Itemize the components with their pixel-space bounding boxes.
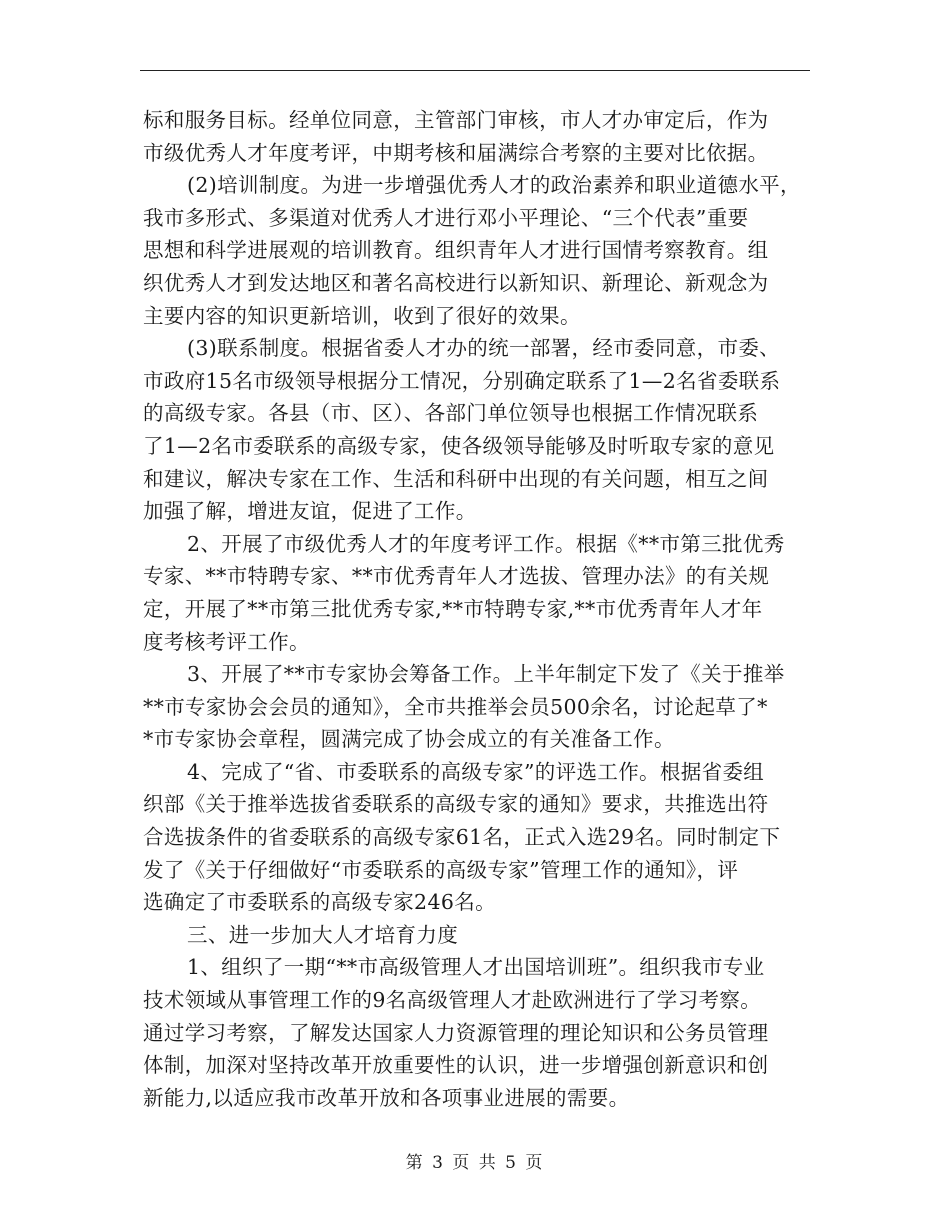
text-line: 发了《关于仔细做好“市委联系的高级专家”管理工作的通知》，评 [143, 857, 739, 882]
text-line: 市政府15名市级领导根据分工情况，分别确定联系了1—2名省委联系 [143, 368, 781, 393]
text-line: 加强了解，增进友谊，促进了工作。 [143, 499, 477, 524]
text-line: 技术领域从事管理工作的9名高级管理人才赴欧洲进行了学习考察。 [143, 988, 762, 1013]
text-line: 织部《关于推举选拔省委联系的高级专家的通知》要求，共推选出符 [143, 792, 769, 817]
text-line: 了1—2名市委联系的高级专家，使各级领导能够及时听取专家的意见 [143, 433, 775, 458]
header-rule [140, 70, 810, 71]
text-line: 2、开展了市级优秀人才的年度考评工作。根据《**市第三批优秀 [187, 531, 785, 556]
text-line: 思想和科学进展观的培训教育。组织青年人才进行国情考察教育。组 [143, 238, 769, 263]
text-line: (3)联系制度。根据省委人才办的统一部署，经市委同意，市委、 [187, 336, 781, 361]
text-line: 主要内容的知识更新培训，收到了很好的效果。 [143, 303, 581, 328]
text-line: 织优秀人才到发达地区和著名高校进行以新知识、新理论、新观念为 [143, 270, 769, 295]
text-line: 定，开展了**市第三批优秀专家,**市特聘专家,**市优秀青年人才年 [143, 596, 763, 621]
text-line: 专家、**市特聘专家、**市优秀青年人才选拔、管理办法》的有关规 [143, 564, 770, 589]
text-line: 三、进一步加大人才培育力度 [187, 922, 459, 947]
text-line: 度考核考评工作。 [143, 629, 310, 654]
text-line: (2)培训制度。为进一步增强优秀人才的政治素养和职业道德水平， [187, 173, 801, 198]
text-line: 的高级专家。各县（市、区）、各部门单位领导也根据工作情况联系 [143, 401, 759, 426]
text-line: 和建议，解决专家在工作、生活和科研中出现的有关问题，相互之间 [143, 466, 769, 491]
text-line: 标和服务目标。经单位同意，主管部门审核，市人才办审定后，作为 [143, 108, 769, 132]
text-line: 通过学习考察，了解发达国家人力资源管理的理论知识和公务员管理 [143, 1020, 769, 1045]
page-footer: 第 3 页 共 5 页 [405, 1153, 545, 1173]
text-line: **市专家协会会员的通知》，全市共推举会员500余名，讨论起草了* [143, 694, 768, 719]
text-line: 新能力,以适应我市改革开放和各项事业进展的需要。 [143, 1085, 630, 1110]
text-line: 我市多形式、多渠道对优秀人才进行邓小平理论、“三个代表”重要 [143, 205, 749, 230]
text-line: 4、完成了“省、市委联系的高级专家”的评选工作。根据省委组 [187, 759, 765, 784]
text-line: *市专家协会章程，圆满完成了协会成立的有关准备工作。 [143, 727, 675, 752]
text-line: 1、组织了一期“**市高级管理人才出国培训班”。组织我市专业 [187, 955, 765, 980]
text-line: 选确定了市委联系的高级专家246名。 [143, 890, 496, 915]
text-line: 合选拔条件的省委联系的高级专家61名，正式入选29名。同时制定下 [143, 825, 781, 850]
text-line: 3、开展了**市专家协会筹备工作。上半年制定下发了《关于推举 [187, 662, 785, 687]
text-line: 体制，加深对坚持改革开放重要性的认识，进一步增强创新意识和创 [143, 1053, 769, 1078]
text-line: 市级优秀人才年度考评，中期考核和届满综合考察的主要对比依据。 [143, 140, 769, 165]
page-body [143, 104, 810, 1114]
